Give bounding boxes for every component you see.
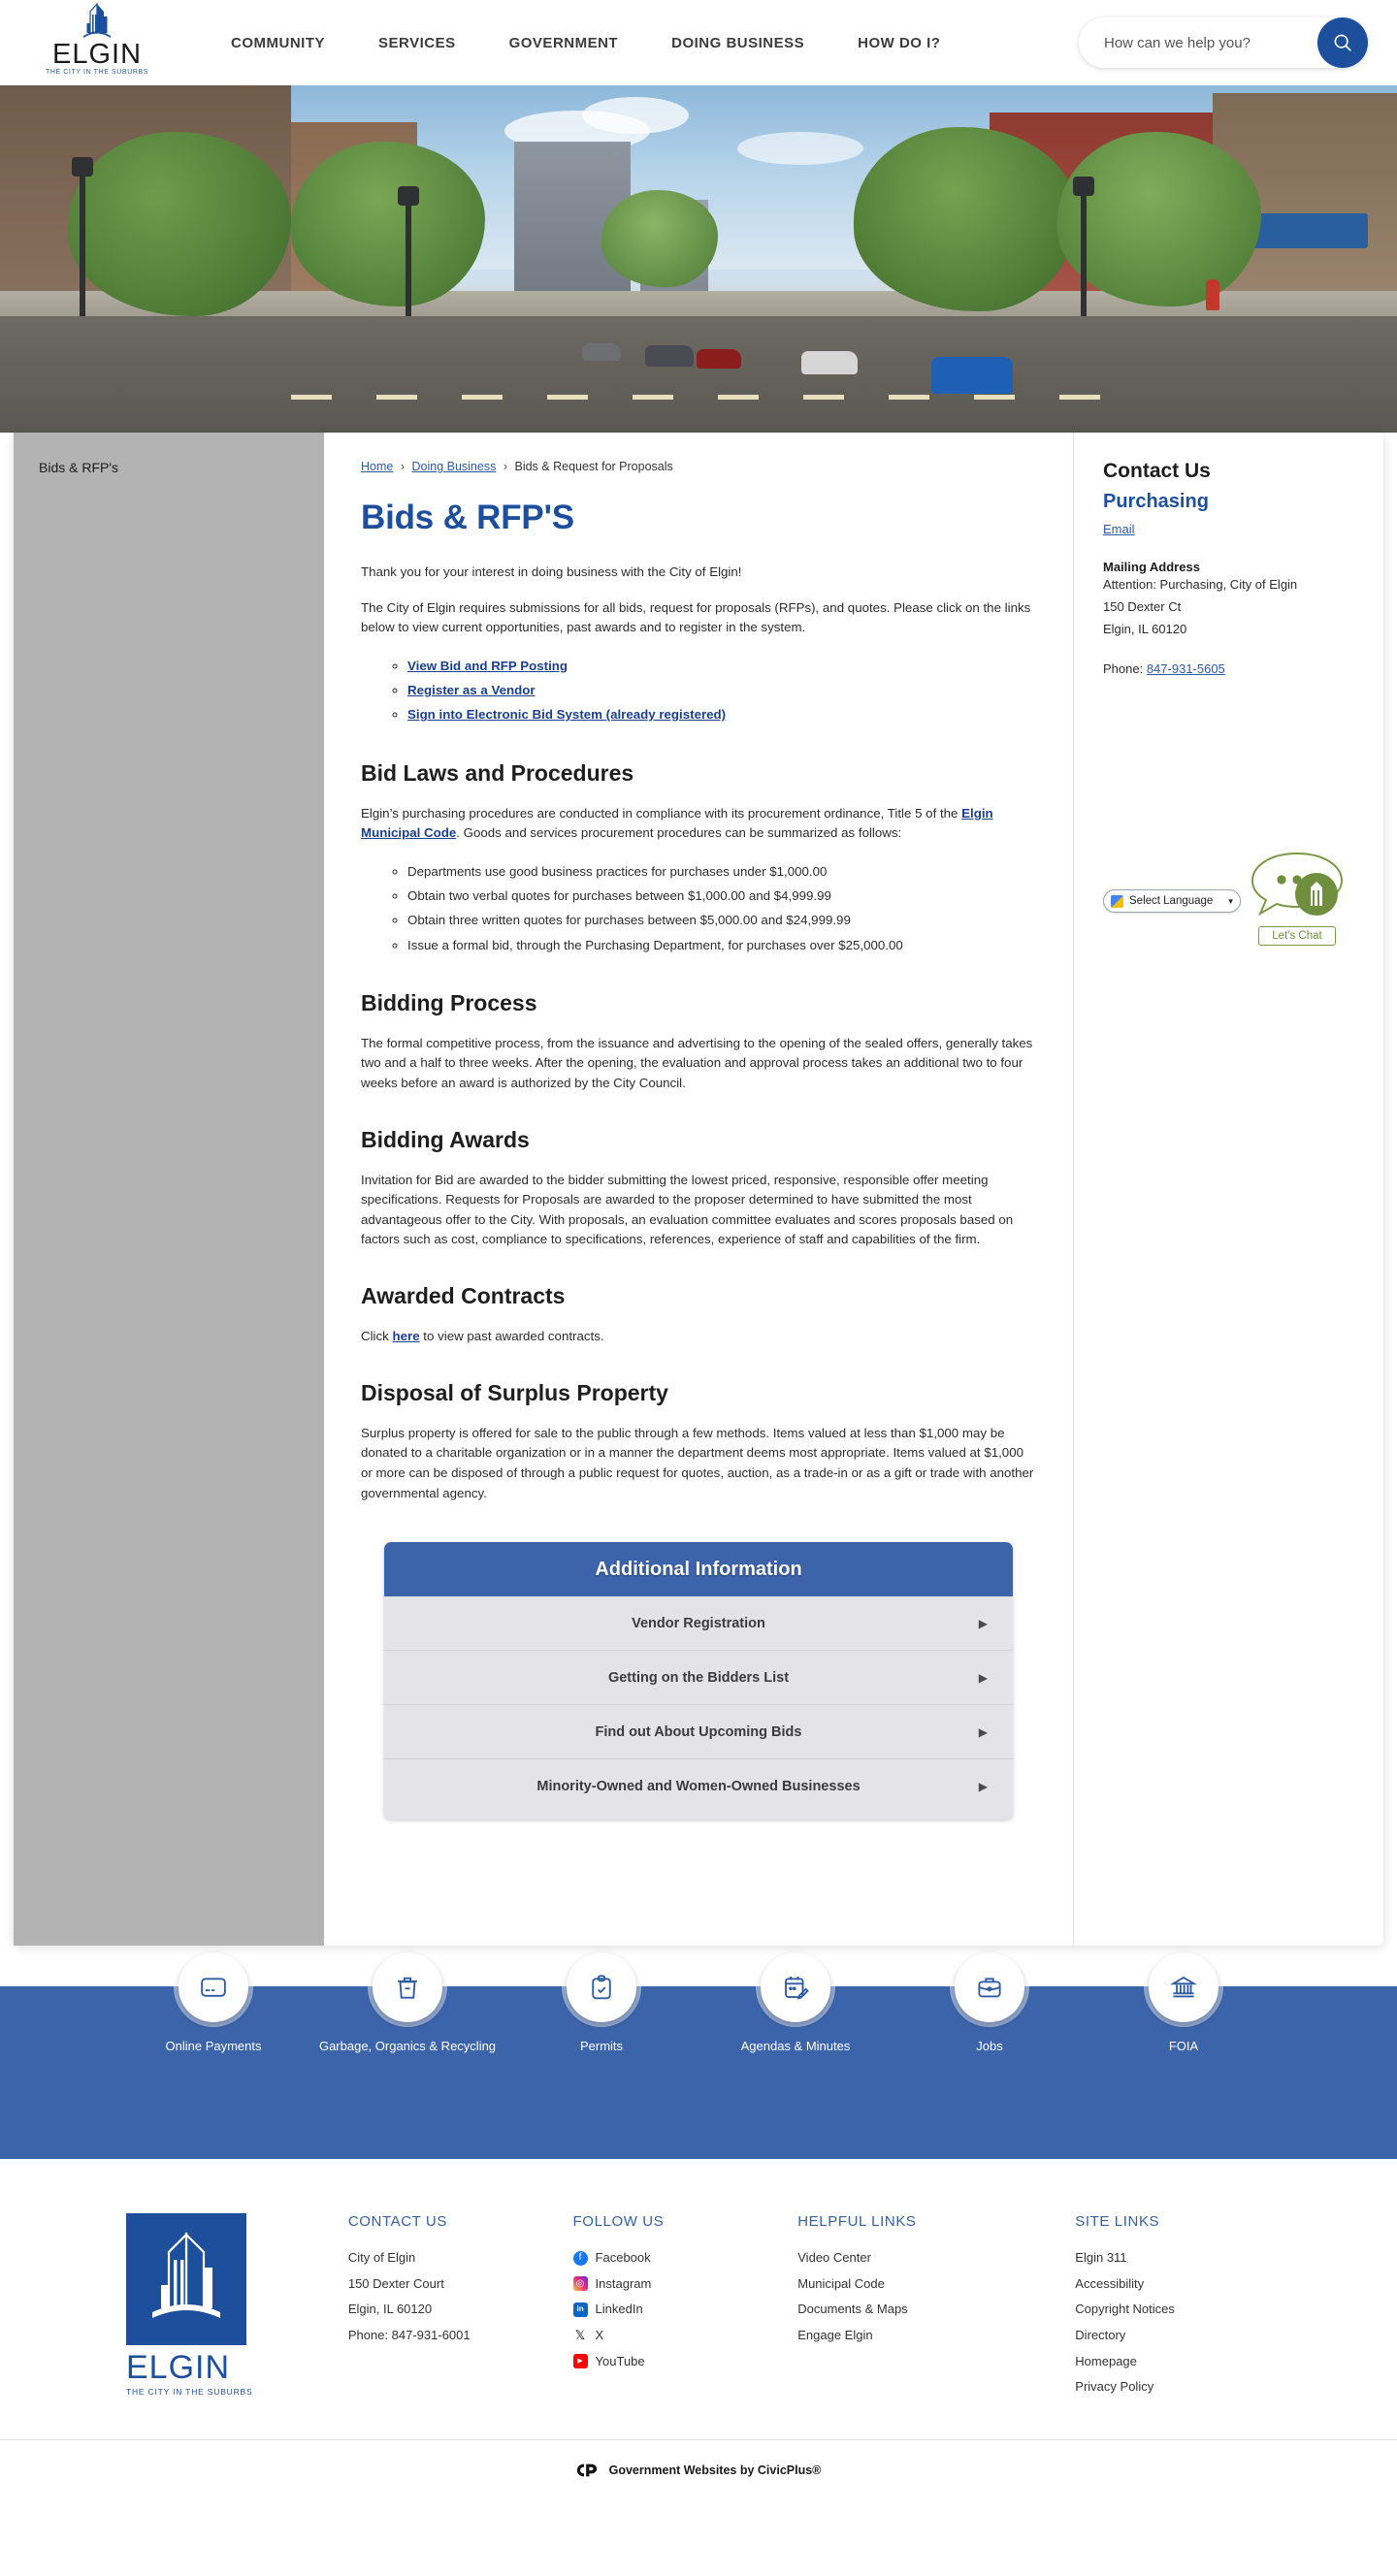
hero-tree (68, 132, 291, 316)
hero-street-lamp (406, 200, 411, 316)
hero-road (0, 316, 1397, 433)
breadcrumb (361, 460, 1036, 473)
heading-bidding-process: Bidding Process (361, 989, 537, 1015)
footer-social-label: LinkedIn (595, 2302, 643, 2317)
contact-email-link[interactable]: Email (1103, 522, 1135, 536)
footer-link-linkedin[interactable] (573, 2297, 798, 2323)
footer-logo[interactable] (97, 2213, 348, 2400)
intro-paragraph-1: Thank you for your interest in doing business with the City of Elgin! (361, 564, 742, 579)
quick-link-icon-circle (373, 1952, 442, 2022)
site-footer (0, 2159, 1397, 2439)
nav-item-government[interactable]: GOVERNMENT (508, 34, 619, 51)
mailing-address-label: Mailing Address (1103, 560, 1200, 574)
hero-tree (601, 190, 718, 287)
contact-us-heading: Contact Us (1103, 460, 1211, 482)
hero-car-blue (931, 357, 1013, 394)
accordion-item-bidders-list[interactable] (384, 1651, 1013, 1705)
footer-bottom-bar (0, 2439, 1397, 2501)
footer-link-municipal-code[interactable] (797, 2271, 1075, 2298)
footer-contact-column (348, 2213, 573, 2400)
hero-car (645, 345, 694, 367)
credit-card-icon (199, 1973, 228, 2002)
hero-storefront-sign (1251, 213, 1368, 248)
footer-site-links-column (1075, 2213, 1300, 2400)
contact-sidebar (1073, 433, 1383, 1946)
accordion-item-label: Find out About Upcoming Bids (595, 1723, 802, 1740)
footer-link-label[interactable]: Homepage (1075, 2353, 1137, 2368)
quick-link-garbage-recycling[interactable] (310, 1952, 504, 2055)
footer-link-elgin-311[interactable] (1075, 2245, 1300, 2271)
elgin-tower-icon (76, 3, 118, 42)
quick-link-foia[interactable] (1087, 1952, 1281, 2055)
quick-link-label: Agendas & Minutes (740, 2039, 851, 2053)
link-register-as-vendor[interactable]: Register as a Vendor (407, 683, 536, 698)
footer-link-documents-maps[interactable] (797, 2297, 1075, 2323)
accordion-item-minority-women-owned[interactable] (384, 1759, 1013, 1814)
quick-link-online-payments[interactable] (116, 1952, 310, 2055)
footer-link-label[interactable]: Video Center (797, 2250, 871, 2265)
top-links-list (407, 654, 1036, 727)
footer-link-label[interactable]: Elgin 311 (1075, 2250, 1127, 2265)
x-twitter-icon: 𝕏 (573, 2329, 588, 2343)
hero-cloud (737, 132, 863, 165)
link-elgin-municipal-code[interactable]: Elgin Municipal Code (361, 805, 993, 841)
accordion-item-label: Vendor Registration (632, 1615, 765, 1631)
breadcrumb-current: Bids & Request for Proposals (514, 460, 673, 473)
hero-tree (854, 127, 1077, 311)
left-sidebar (14, 433, 324, 1946)
calendar-edit-icon (781, 1973, 810, 2002)
sidebar-item-bids-rfps[interactable]: Bids & RFP's (39, 460, 119, 475)
additional-information-accordion (384, 1542, 1013, 1819)
intro-paragraph-2: The City of Elgin requires submissions for all bids, request for proposals (RFPs), and quotes. Please click on the links below to view current opportunities, past awards and to register in the system. (361, 599, 1031, 635)
list-item: ◦ Obtain three written quotes for purchases between $5,000.00 and $24,999.99 (407, 908, 1036, 932)
footer-social-label: YouTube (595, 2353, 645, 2368)
link-sign-into-bid-system[interactable]: Sign into Electronic Bid System (already registered) (407, 707, 727, 723)
quick-links-bar (0, 1986, 1397, 2159)
nav-item-doing-business[interactable]: DOING BUSINESS (671, 34, 805, 51)
bid-laws-bullets (407, 859, 1036, 957)
footer-social-label: X (595, 2327, 604, 2342)
phone-block (1103, 661, 1354, 676)
footer-link-x[interactable] (573, 2323, 798, 2349)
hero-tree (1057, 132, 1261, 306)
footer-link-privacy-policy[interactable] (1075, 2374, 1300, 2400)
link-view-bid-rfp-posting[interactable]: View Bid and RFP Posting (407, 658, 569, 673)
list-item: ◦ Departments use good business practices for purchases under $1,000.00 (407, 859, 1036, 884)
quick-link-label: Online Payments (165, 2039, 262, 2053)
logo-wordmark: ELGIN (51, 38, 143, 70)
main-navigation (231, 0, 940, 85)
hero-car (582, 343, 621, 361)
trash-icon (393, 1973, 422, 2002)
footer-follow-column (573, 2213, 798, 2400)
search-icon (1332, 32, 1353, 53)
instagram-icon: ◎ (573, 2276, 588, 2291)
list-item: ◦ Issue a formal bid, through the Purchasing Department, for purchases over $25,000.00 (407, 933, 1036, 957)
main-content (324, 433, 1073, 1946)
contact-department: Purchasing (1103, 491, 1209, 512)
lets-chat-widget[interactable] (1240, 850, 1354, 946)
bid-laws-text-before: Elgin’s purchasing procedures are conducted in compliance with its procurement ordinance, Title 5 of the (361, 805, 962, 821)
quick-link-label: Garbage, Organics & Recycling (318, 2039, 497, 2053)
awarded-text-after: to view past awarded contracts. (419, 1329, 604, 1344)
search-button[interactable] (1317, 17, 1368, 68)
hero-street-lamp (80, 171, 85, 316)
bidding-awards-body: Invitation for Bid are awarded to the bidder submitting the lowest priced, responsive, responsible offer meeting specifications. Requests for Proposals are awarded to the proposer determined to have submitted the most advantageous offer to the City. With proposals, an evaluation committee evaluates and scores proposals based on factors such as cost, compliance to specifications, references, experience of staff and capabilities of the firm. (361, 1172, 1014, 1247)
footer-contact-line: City of Elgin (347, 2250, 416, 2265)
quick-link-icon-circle (955, 1952, 1024, 2022)
list-item: ◦ Obtain two verbal quotes for purchases between $1,000.00 and $4,999.99 (407, 884, 1036, 908)
footer-site-links-heading: SITE LINKS (1075, 2213, 1160, 2230)
footer-link-directory[interactable] (1075, 2323, 1300, 2349)
footer-contact-line: 150 Dexter Court (347, 2275, 444, 2291)
lets-chat-button[interactable]: Let's Chat (1258, 926, 1335, 946)
hero-cloud (582, 97, 689, 134)
breadcrumb-doing-business[interactable]: Doing Business (411, 460, 497, 473)
nav-item-services[interactable]: SERVICES (378, 34, 456, 51)
address-line-2: 150 Dexter Ct (1103, 598, 1182, 614)
phone-label: Phone: (1103, 661, 1147, 677)
footer-social-label: Instagram (595, 2275, 652, 2291)
address-line-3: Elgin, IL 60120 (1103, 621, 1187, 636)
quick-link-agendas-minutes[interactable] (698, 1952, 893, 2055)
footer-social-label: Facebook (595, 2250, 651, 2265)
footer-columns (97, 2213, 1300, 2400)
chevron-right-icon: ▶ (978, 1724, 988, 1739)
footer-link-copyright-notices[interactable] (1075, 2297, 1300, 2323)
footer-link-facebook[interactable] (573, 2245, 798, 2271)
nav-item-how-do-i[interactable]: HOW DO I? (858, 34, 941, 51)
civicplus-credit-text: Government Websites by CivicPlus® (608, 2463, 822, 2478)
bid-laws-paragraph (361, 804, 1036, 844)
footer-helpful-column (797, 2213, 1075, 2400)
footer-link-homepage[interactable] (1075, 2349, 1300, 2375)
footer-link-video-center[interactable] (797, 2245, 1075, 2271)
chevron-down-icon: ▾ (1228, 895, 1233, 906)
surplus-body: Surplus property is offered for sale to the public through a few methods. Items valued at less than $1,000 may be donated to a charitable organization or in a manner the department deems most appropriate. Items valued at $1,000 or more can be disposed of through a public request for quotes, auction, as a trade-in or as a gift or trade with another governmental agency. (361, 1425, 1034, 1500)
breadcrumb-home[interactable]: Home (361, 460, 394, 473)
accordion-title: Additional Information (384, 1542, 1013, 1596)
heading-disposal-surplus: Disposal of Surplus Property (361, 1379, 668, 1405)
footer-logo-box (126, 2213, 246, 2345)
hero-road-markings (291, 395, 1106, 400)
footer-link-label[interactable]: Accessibility (1075, 2275, 1145, 2291)
bid-laws-text-after: . Goods and services procurement procedures can be summarized as follows: (456, 825, 902, 841)
page-title: Bids & RFP'S (361, 499, 574, 536)
civicplus-icon (576, 2463, 598, 2478)
briefcase-icon (975, 1973, 1004, 2002)
phone-link[interactable]: 847-931-5605 (1146, 661, 1225, 677)
hero-car (801, 351, 858, 374)
site-search (1079, 17, 1368, 68)
heading-bidding-awards: Bidding Awards (361, 1126, 530, 1152)
footer-contact-line: Phone: 847-931-6001 (347, 2327, 471, 2342)
hero-street-lamp (1081, 190, 1087, 316)
quick-link-icon-circle (1149, 1952, 1218, 2022)
footer-link-label[interactable]: Engage Elgin (797, 2327, 873, 2342)
quick-link-jobs[interactable] (893, 1952, 1087, 2055)
address-line-1: Attention: Purchasing, City of Elgin (1103, 577, 1298, 592)
footer-link-label[interactable]: Municipal Code (797, 2275, 885, 2291)
footer-logo-tagline: THE CITY IN THE SUBURBS (126, 2387, 253, 2397)
google-translate-icon (1111, 895, 1123, 908)
quick-link-label: Permits (579, 2039, 624, 2053)
footer-link-label[interactable]: Directory (1075, 2327, 1126, 2342)
chevron-right-icon: ▶ (978, 1670, 988, 1685)
awarded-contracts-body (361, 1327, 1036, 1347)
page-container (14, 433, 1383, 1946)
footer-logo-wordmark: ELGIN (126, 2349, 231, 2386)
footer-link-label[interactable]: Copyright Notices (1075, 2302, 1175, 2317)
clipboard-check-icon (587, 1973, 616, 2002)
accordion-item-vendor-registration[interactable] (384, 1596, 1013, 1651)
footer-link-label[interactable]: Documents & Maps (797, 2302, 908, 2317)
quick-link-icon-circle (179, 1952, 248, 2022)
bidding-process-body: The formal competitive process, from the issuance and advertising to the opening of the sealed offers, generally takes two and a half to three weeks. After the opening, the evaluation and approval process takes an additional two to four weeks before an award is authorized by the City Council. (361, 1035, 1033, 1091)
chat-bubble-icon (1247, 850, 1348, 921)
mailing-address-block (1103, 560, 1354, 640)
heading-awarded-contracts: Awarded Contracts (361, 1283, 566, 1309)
list-item (407, 654, 1036, 678)
chevron-right-icon: ▶ (978, 1616, 988, 1630)
hero-banner-downtown-street (0, 85, 1397, 433)
bank-icon (1169, 1973, 1198, 2002)
language-selector[interactable] (1103, 889, 1241, 913)
hero-fire-hydrant (1206, 279, 1219, 310)
breadcrumb-separator: › (400, 460, 405, 473)
list-item (407, 702, 1036, 726)
quick-link-icon-circle (761, 1952, 830, 2022)
site-logo[interactable] (39, 0, 155, 85)
accordion-item-label: Minority-Owned and Women-Owned Businesses (536, 1779, 861, 1795)
logo-tagline: THE CITY IN THE SUBURBS (45, 69, 149, 76)
breadcrumb-separator: › (503, 460, 507, 473)
footer-link-youtube[interactable] (573, 2349, 798, 2375)
footer-contact-line: Elgin, IL 60120 (347, 2302, 433, 2317)
footer-link-accessibility[interactable] (1075, 2271, 1300, 2298)
linkedin-icon: in (573, 2302, 588, 2317)
heading-bid-laws: Bid Laws and Procedures (361, 759, 634, 786)
language-selector-label: Select Language (1129, 895, 1214, 908)
footer-follow-heading: FOLLOW US (572, 2213, 665, 2230)
hero-tree (291, 142, 485, 306)
footer-helpful-heading: HELPFUL LINKS (797, 2213, 917, 2230)
list-item (407, 678, 1036, 702)
accordion-item-label: Getting on the Bidders List (607, 1669, 790, 1686)
footer-link-engage-elgin[interactable] (797, 2323, 1075, 2349)
elgin-tower-icon (148, 2229, 224, 2330)
accordion-item-upcoming-bids[interactable] (384, 1705, 1013, 1759)
youtube-icon: ▶ (573, 2354, 588, 2368)
quick-link-label: FOIA (1168, 2039, 1199, 2053)
nav-item-community[interactable]: COMMUNITY (231, 34, 325, 51)
footer-link-label[interactable]: Privacy Policy (1075, 2379, 1154, 2395)
footer-link-instagram[interactable] (573, 2271, 798, 2298)
quick-link-label: Jobs (976, 2039, 1003, 2053)
hero-car (697, 349, 741, 369)
awarded-text-before: Click (361, 1329, 393, 1344)
quick-link-permits[interactable] (504, 1952, 698, 2055)
facebook-icon: f (573, 2251, 588, 2266)
link-here[interactable]: here (392, 1329, 420, 1344)
chevron-right-icon: ▶ (978, 1780, 988, 1794)
site-header (0, 0, 1397, 85)
quick-link-icon-circle (567, 1952, 636, 2022)
footer-contact-heading: CONTACT US (347, 2213, 447, 2230)
